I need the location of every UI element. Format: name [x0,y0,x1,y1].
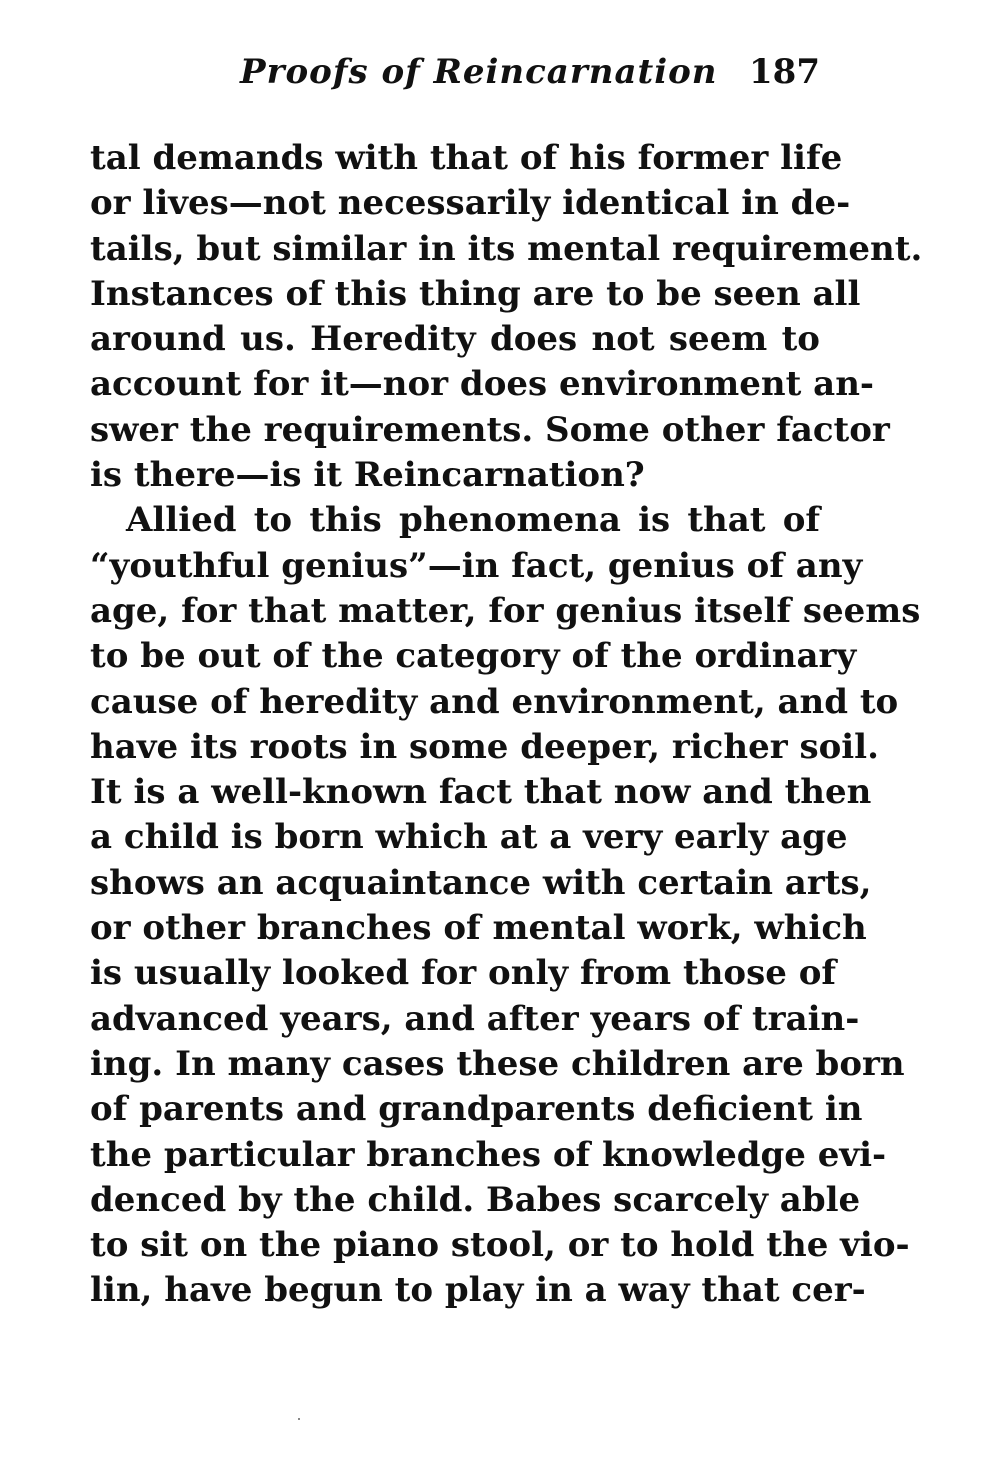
text-line: ing. In many cases these children are born [90,1043,905,1084]
text-line: advanced years, and after years of train- [90,998,860,1039]
text-line: cause of heredity and environment, and to [90,681,899,722]
text-line: have its roots in some deeper, richer soil. [90,726,879,767]
text-line: denced by the child. Babes scarcely able [90,1179,861,1220]
text-line: account for it—nor does environment an- [90,364,875,405]
text-line: the particular branches of knowledge evi- [90,1134,887,1175]
text-line: tal demands with that of his former life [90,138,843,178]
scan-speck [298,1418,300,1420]
text-line: or other branches of mental work, which [90,908,867,949]
text-line: Instances of this thing are to be seen all [90,273,861,314]
text-line: It is a well-known fact that now and then [90,772,872,813]
text-line: a child is born which at a very early age [90,817,848,858]
paragraph-start-line: Allied to this phenomena is that of [126,500,820,541]
running-title: Proofs of Reincarnation [240,52,718,92]
text-line: shows an acquaintance with certain arts, [90,862,872,903]
text-line: around us. Heredity does not seem to [90,319,820,360]
text-line: to sit on the piano stool, or to hold the vio- [90,1225,910,1266]
text-line: swer the requirements. Some other factor [90,409,890,450]
text-line: lin, have begun to play in a way that cer- [90,1270,866,1311]
text-line: is usually looked for only from those of [90,953,837,994]
text-line: to be out of the category of the ordinary [90,636,857,677]
text-line: age, for that matter, for genius itself seems [90,590,921,631]
text-line: “youthful genius”—in fact, genius of any [90,545,863,586]
running-head [90,46,820,98]
text-line: tails, but similar in its mental requirement. [90,228,923,269]
text-line: or lives—not necessarily identical in de- [90,183,851,224]
text-line: of parents and grandparents deficient in [90,1089,863,1130]
page-number: 187 [749,52,820,92]
paragraph-end-line: is there—is it Reincarnation? [90,455,645,496]
body-text [90,136,923,1314]
